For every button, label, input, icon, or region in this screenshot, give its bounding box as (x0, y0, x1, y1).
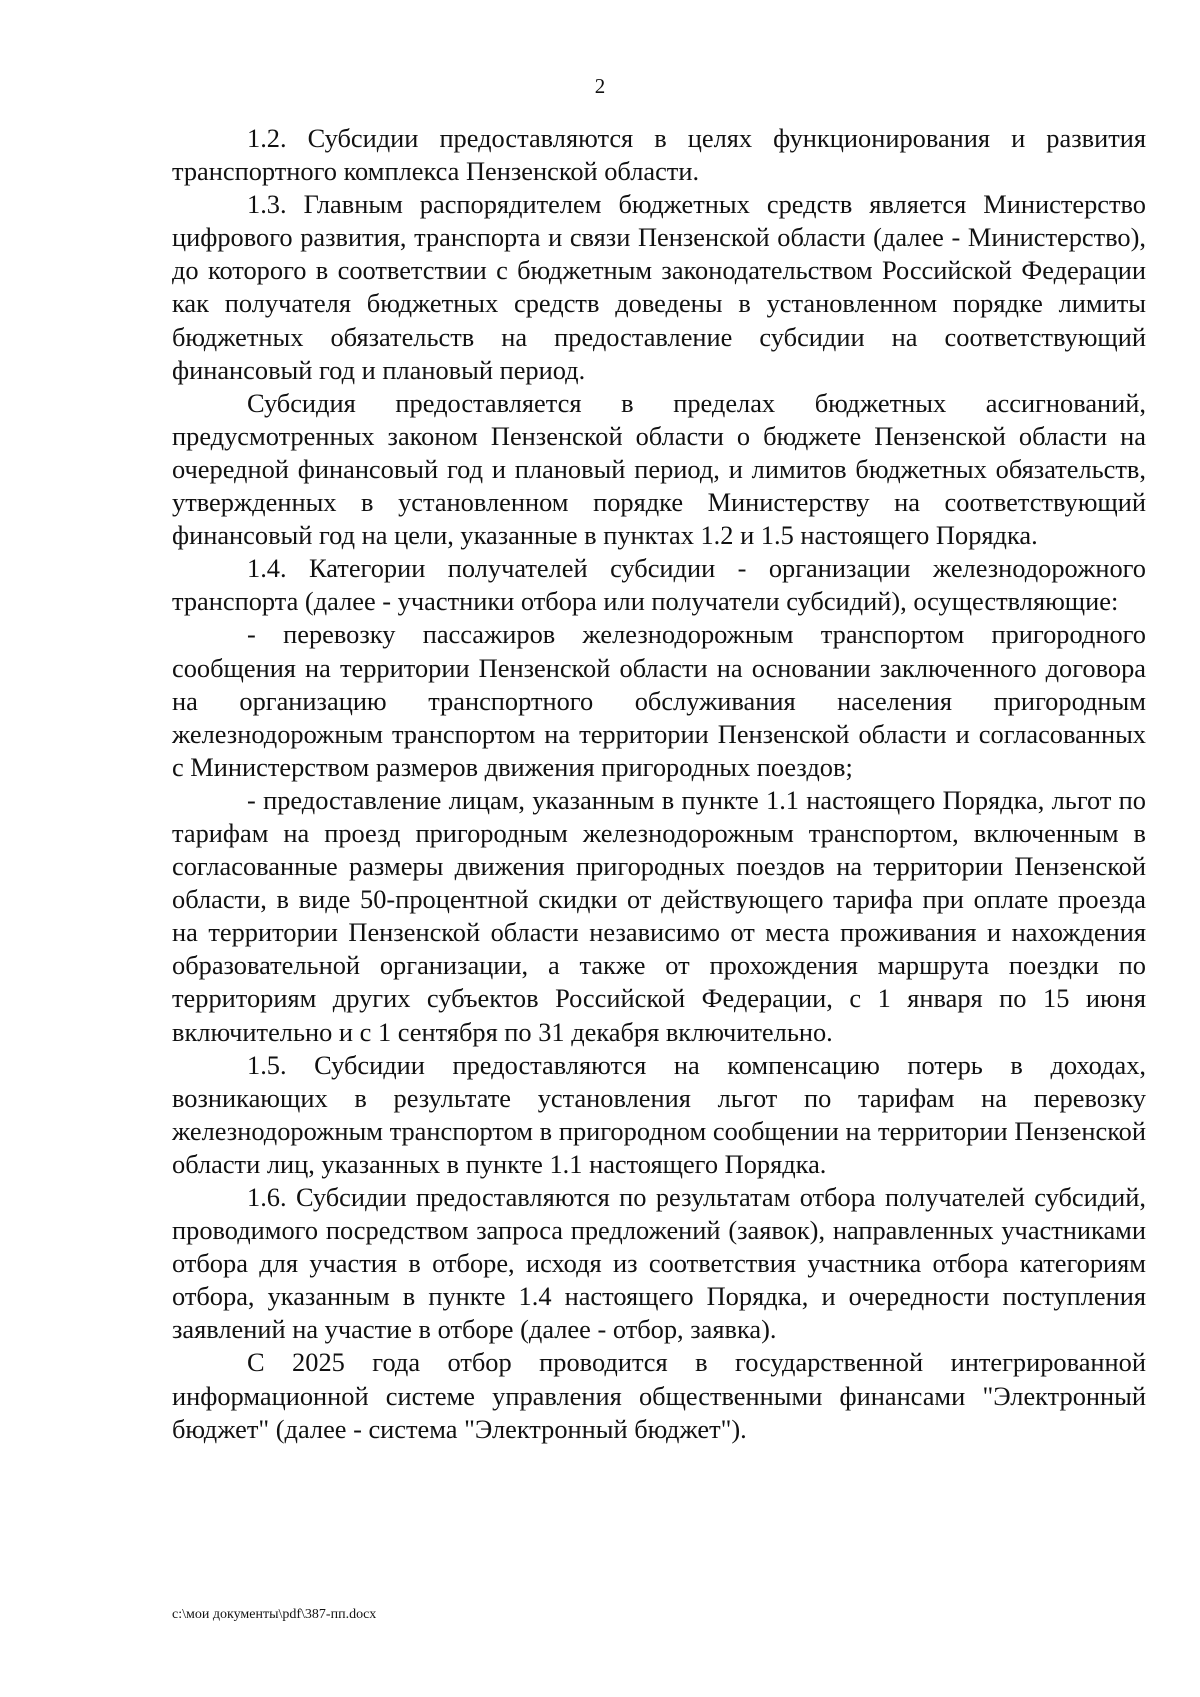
paragraph-list-item-benefits: - предоставление лицам, указанным в пункте 1.1 настоящего Порядка, льгот по тарифам на проезд пригородным железнодорожным транспортом, включенным в согласованные размеры движения пригородных поездов на территории Пензенской области, в виде 50-процентной скидки от действующего тарифа при оплате проезда на территории Пензенской области независимо от места проживания и нахождения образовательной организации, а также от прохождения маршрута поездки по территориям других субъектов Российской Федерации, с 1 января по 15 июня включительно и с 1 сентября по 31 декабря включительно. (172, 784, 1146, 1047)
paragraph-1-4: 1.4. Категории получателей субсидии - организации железнодорожного транспорта (далее - участники отбора или получатели субсидий), осуществляющие: (172, 553, 1146, 617)
paragraph-1-2: 1.2. Субсидии предоставляются в целях функционирования и развития транспортного комплекса Пензенской области. (172, 123, 1146, 187)
paragraph-electronic-budget: С 2025 года отбор проводится в государственной интегрированной информационной системе управления общественными финансами "Электронный бюджет" (далее - система "Электронный бюджет"). (172, 1347, 1146, 1444)
footer-file-path: c:\мои документы\pdf\387-пп.docx (172, 1607, 377, 1622)
paragraph-list-item-transport: - перевозку пассажиров железнодорожным транспортом пригородного сообщения на территории Пензенской области на основании заключенного договора на организацию транспортного обслуживания населения пригородным железнодорожным транспортом на территории Пензенской области и согласованных с Министерством размеров движения пригородных поездов; (172, 619, 1146, 782)
paragraph-subsidy-limits: Субсидия предоставляется в пределах бюджетных ассигнований, предусмотренных законом Пензенской области о бюджете Пензенской области на очередной финансовый год и плановый период, и лимитов бюджетных обязательств, утвержденных в установленном порядке Министерству на соответствующий финансовый год на цели, указанные в пунктах 1.2 и 1.5 настоящего Порядка. (172, 387, 1146, 551)
paragraph-1-6: 1.6. Субсидии предоставляются по результатам отбора получателей субсидий, проводимого посредством запроса предложений (заявок), направленных участниками отбора для участия в отборе, исходя из соответствия участника отбора категориям отбора, указанным в пункте 1.4 настоящего Порядка, и очередности поступления заявлений на участие в отборе (далее - отбор, заявка). (172, 1182, 1146, 1345)
page-number: 2 (594, 74, 606, 98)
paragraph-1-3: 1.3. Главным распорядителем бюджетных средств является Министерство цифрового развития, транспорта и связи Пензенской области (далее - Министерство), до которого в соответствии с бюджетным законодательством Российской Федерации как получателя бюджетных средств доведены в установленном порядке лимиты бюджетных обязательств на предоставление субсидии на соответствующий финансовый год и плановый период. (172, 189, 1146, 385)
paragraph-1-5: 1.5. Субсидии предоставляются на компенсацию потерь в доходах, возникающих в результате установления льгот по тарифам на перевозку железнодорожным транспортом в пригородном сообщении на территории Пензенской области лиц, указанных в пункте 1.1 настоящего Порядка. (172, 1049, 1146, 1179)
document-body (172, 122, 1146, 1446)
